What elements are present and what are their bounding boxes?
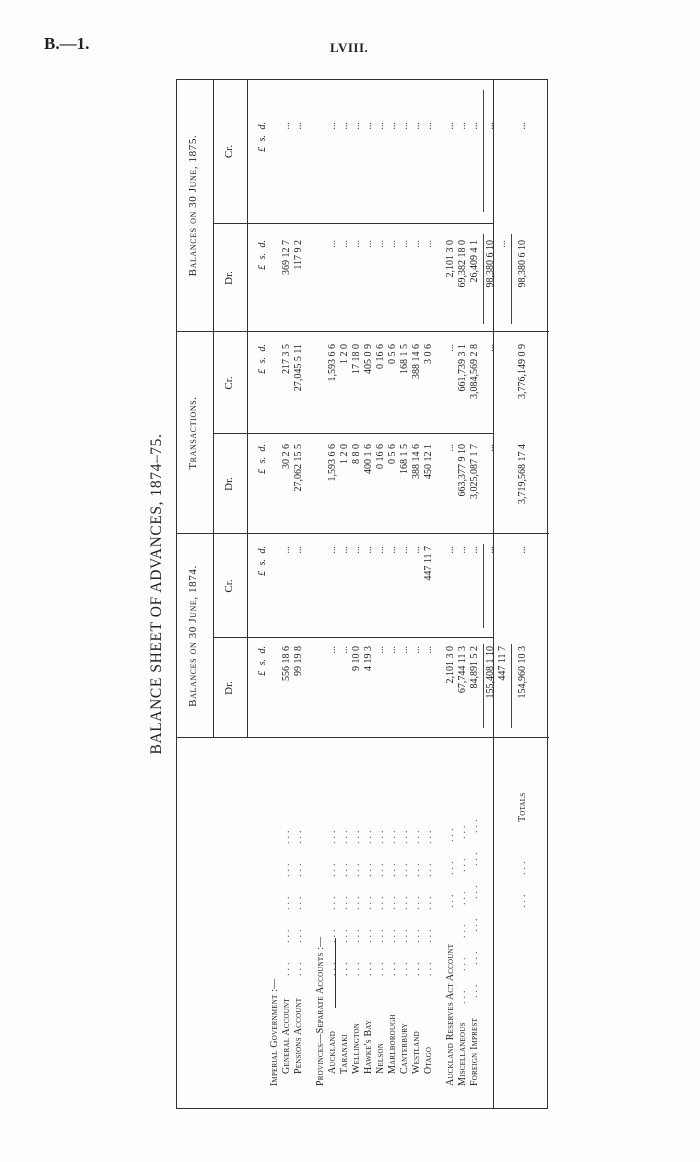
- total-cr-1874: ...: [517, 546, 528, 554]
- cell-cr-1874: ...: [375, 546, 386, 554]
- cell-dr-trans: 400 1 6: [363, 444, 374, 474]
- page-reference: B.—1.: [44, 34, 90, 53]
- cell-cr-trans: 3,084,569 2 8: [469, 344, 480, 399]
- leader-dots: ... ... ... ... ... ...: [469, 816, 480, 998]
- cell-dr-1875: ...: [423, 240, 434, 248]
- cell-dr-trans: 8 8 0: [351, 444, 362, 464]
- cell-cr-trans: 3 0 6: [423, 344, 434, 364]
- sum-rule: [483, 544, 484, 628]
- cell-cr-1874: ...: [469, 546, 480, 554]
- group-header-1874: Balances on 30 June, 1874.: [187, 565, 199, 707]
- table-row: [469, 78, 481, 1108]
- subtotal-row: [497, 78, 509, 1108]
- section-heading: Imperial Government :—: [269, 978, 280, 1086]
- province-label: Taranaki: [339, 1034, 350, 1074]
- cell-cr-trans: 405 0 9: [363, 344, 374, 374]
- total-cr-1875: ...: [517, 122, 528, 130]
- cell-dr-1875: ...: [363, 240, 374, 248]
- cell-dr-trans: 663,377 9 10: [457, 444, 468, 497]
- cell-dr-1875: 117 9 2: [293, 240, 304, 270]
- cell-dr-1874: ...: [411, 646, 422, 654]
- total-dr-1874: 154,960 10 3: [517, 646, 528, 699]
- subtotal-cr-trans: ...: [485, 344, 496, 352]
- leader-dots: ... ... ... ... ...: [411, 827, 422, 976]
- subtotal-cr-1875: ...: [485, 122, 496, 130]
- section-heading: Provinces—Separate Accounts :—: [315, 936, 326, 1086]
- cell-cr-trans: 1,593 6 6: [327, 344, 338, 382]
- leader-dots: ... ...: [517, 858, 528, 908]
- table-row: [411, 78, 423, 1108]
- table-row: [399, 78, 411, 1108]
- cell-dr-1875: 69,382 18 0: [457, 240, 468, 288]
- col-header-cr-trans: Cr.: [223, 376, 235, 390]
- cell-dr-1875: 2,101 3 0: [445, 240, 456, 278]
- table-row: [457, 78, 469, 1108]
- advances-table: [176, 79, 548, 1109]
- row-label: General Account: [281, 998, 292, 1074]
- cell-dr-trans: 0 16 6: [375, 444, 386, 469]
- table-row: [293, 78, 305, 1108]
- cell-dr-1875: ...: [327, 240, 338, 248]
- table-row: [269, 78, 281, 1108]
- table-row: [281, 78, 293, 1108]
- cell-dr-trans: 30 2 6: [281, 444, 292, 469]
- cell-cr-1875: ...: [339, 122, 350, 130]
- less-dr-1875: ...: [497, 240, 508, 248]
- cell-cr-trans: 661,739 3 1: [457, 344, 468, 392]
- document-title: BALANCE SHEET OF ADVANCES, 1874–75.: [148, 433, 165, 755]
- table-row: [315, 78, 327, 1108]
- cell-dr-1874: 556 18 6: [281, 646, 292, 681]
- cell-dr-trans: ...: [445, 444, 456, 452]
- province-label: Otago: [423, 1046, 434, 1074]
- table-row: [445, 78, 457, 1108]
- province-label: Auckland: [327, 1030, 338, 1074]
- cell-cr-1875: ...: [327, 122, 338, 130]
- cell-cr-trans: ...: [445, 344, 456, 352]
- sum-rule: [483, 644, 484, 728]
- table-row: [363, 78, 375, 1108]
- header-rule: [213, 79, 214, 738]
- sum-rule: [483, 90, 484, 212]
- cell-dr-trans: 168 1 5: [399, 444, 410, 474]
- cell-dr-1875: ...: [411, 240, 422, 248]
- group-header-1875: Balances on 30 June, 1875.: [187, 134, 199, 277]
- cell-dr-trans: 0 5 6: [387, 444, 398, 464]
- cell-cr-1875: ...: [423, 122, 434, 130]
- total-dr-1875: 98,380 6 10: [517, 240, 528, 288]
- leader-dots: ... ... ... ... ...: [423, 827, 434, 976]
- leader-dots: ... ... ... ... ...: [293, 827, 304, 976]
- cell-dr-trans: 3,025,087 1 7: [469, 444, 480, 499]
- row-label: Pensions Account: [293, 997, 304, 1074]
- cell-cr-1874: ...: [387, 546, 398, 554]
- cell-dr-1875: ...: [387, 240, 398, 248]
- subtotal-dr-trans: ...: [485, 444, 496, 452]
- leader-dots: ... ... ... ... ...: [399, 827, 410, 976]
- subtotal-row: [485, 78, 497, 1108]
- sum-rule: [511, 234, 512, 324]
- cell-cr-trans: 388 14 6: [411, 344, 422, 379]
- leader-dots: ... ... ...: [445, 825, 456, 908]
- cell-cr-1874: ...: [457, 546, 468, 554]
- cell-cr-1875: ...: [457, 122, 468, 130]
- col-header-dr-1874: Dr.: [223, 681, 235, 695]
- cell-dr-1874: ...: [339, 646, 350, 654]
- cell-cr-1874: ...: [327, 546, 338, 554]
- cell-cr-1874: ...: [351, 546, 362, 554]
- sum-rule: [483, 234, 484, 324]
- leader-dots: ... ... ... ... ...: [387, 827, 398, 976]
- cell-cr-trans: 1 2 0: [339, 344, 350, 364]
- leader-dots: ... ... ... ... ...: [363, 827, 374, 976]
- cell-cr-1874: ...: [339, 546, 350, 554]
- cell-dr-1874: ...: [387, 646, 398, 654]
- table-row: [327, 78, 339, 1108]
- cell-dr-trans: 450 12 1: [423, 444, 434, 479]
- cell-dr-1874: 4 19 3: [363, 646, 374, 671]
- cell-cr-1875: ...: [375, 122, 386, 130]
- province-label: Wellington: [351, 1023, 362, 1074]
- total-dr-trans: 3,719,568 17 4: [517, 444, 528, 504]
- col-header-cr-1874: Cr.: [223, 579, 235, 593]
- table-row: [351, 78, 363, 1108]
- unit-label: £ s. d.: [257, 646, 268, 676]
- cell-cr-1874: ...: [411, 546, 422, 554]
- cell-dr-1874: ...: [423, 646, 434, 654]
- group-header-transactions: Transactions.: [187, 396, 199, 470]
- cell-dr-1874: 99 19 8: [293, 646, 304, 676]
- sum-rule: [511, 644, 512, 728]
- cell-cr-1875: ...: [363, 122, 374, 130]
- balance-sheet: [148, 79, 548, 1109]
- cell-cr-1874: ...: [293, 546, 304, 554]
- cell-dr-trans: 27,062 15 5: [293, 444, 304, 492]
- leader-dots: ... ... ... ... ...: [327, 827, 338, 976]
- totals-label: Totals: [517, 792, 528, 822]
- cell-cr-1875: ...: [293, 122, 304, 130]
- table-row: [387, 78, 399, 1108]
- cell-cr-1875: ...: [351, 122, 362, 130]
- cell-cr-1874: 447 11 7: [423, 546, 434, 581]
- row-label: Miscellaneous: [457, 1022, 468, 1086]
- cell-dr-1874: 84,891 5 2: [469, 646, 480, 689]
- cell-dr-trans: 1,593 6 6: [327, 444, 338, 482]
- cell-dr-1874: 2,101 3 0: [445, 646, 456, 684]
- province-label: Nelson: [375, 1043, 386, 1074]
- unit-label: £ s. d.: [257, 344, 268, 374]
- row-label: Foreign Imprest: [469, 1017, 480, 1086]
- province-label: Canterbury: [399, 1022, 410, 1074]
- cell-cr-trans: 27,045 5 11: [293, 344, 304, 392]
- cell-cr-1875: ...: [387, 122, 398, 130]
- cell-dr-1875: 26,409 4 1: [469, 240, 480, 283]
- unit-label: £ s. d.: [257, 444, 268, 474]
- cell-cr-1875: ...: [469, 122, 480, 130]
- unit-label: £ s. d.: [257, 122, 268, 152]
- cell-dr-trans: 1 2 0: [339, 444, 350, 464]
- subtotal-dr-1874: 155,408 1 10: [485, 646, 496, 699]
- cell-dr-1874: ...: [327, 646, 338, 654]
- col-header-dr-trans: Dr.: [223, 477, 235, 491]
- unit-label: £ s. d.: [257, 240, 268, 270]
- cell-cr-1874: ...: [281, 546, 292, 554]
- province-label: Hawke's Bay: [363, 1019, 374, 1074]
- province-label: Marlborough: [387, 1014, 398, 1074]
- cell-cr-1875: ...: [281, 122, 292, 130]
- subtotal-cr-1874: ...: [485, 546, 496, 554]
- col-header-cr-1875: Cr.: [223, 144, 235, 159]
- page-number: LVIII.: [330, 40, 369, 55]
- col-header-dr-1875: Dr.: [223, 271, 235, 285]
- cell-dr-1875: 369 12 7: [281, 240, 292, 275]
- totals-row: [517, 78, 529, 1108]
- cell-cr-1874: ...: [445, 546, 456, 554]
- row-label: Auckland Reserves Act Account: [445, 943, 456, 1086]
- cell-dr-1875: ...: [339, 240, 350, 248]
- cell-cr-trans: 0 16 6: [375, 344, 386, 369]
- cell-cr-1875: ...: [399, 122, 410, 130]
- cell-cr-trans: 168 1 5: [399, 344, 410, 374]
- unit-label: £ s. d.: [257, 546, 268, 576]
- cell-cr-1875: ...: [445, 122, 456, 130]
- header-rule: [247, 79, 248, 738]
- cell-dr-1874: 67,744 11 3: [457, 646, 468, 694]
- province-label: Westland: [411, 1031, 422, 1074]
- leader-dots: ... ... ... ... ... ...: [457, 822, 468, 1004]
- cell-cr-trans: 217 3 5: [281, 344, 292, 374]
- less-cr-1874: 447 11 7: [497, 646, 508, 681]
- cell-cr-trans: 0 5 6: [387, 344, 398, 364]
- total-cr-trans: 3,776,149 0 9: [517, 344, 528, 399]
- leader-dots: ... ... ... ... ...: [351, 827, 362, 976]
- table-row: [375, 78, 387, 1108]
- leader-dots: ... ... ... ... ...: [339, 827, 350, 976]
- cell-cr-trans: 17 18 0: [351, 344, 362, 374]
- cell-dr-1875: ...: [351, 240, 362, 248]
- table-row: [423, 78, 435, 1108]
- cell-dr-1874: 9 10 0: [351, 646, 362, 671]
- cell-cr-1874: ...: [363, 546, 374, 554]
- cell-dr-1874: ...: [375, 646, 386, 654]
- cell-dr-1874: ...: [399, 646, 410, 654]
- cell-dr-1875: ...: [399, 240, 410, 248]
- cell-dr-trans: 388 14 6: [411, 444, 422, 479]
- leader-dots: ... ... ... ... ...: [375, 827, 386, 976]
- cell-dr-1875: ...: [375, 240, 386, 248]
- cell-cr-1875: ...: [411, 122, 422, 130]
- table-row: [339, 78, 351, 1108]
- cell-cr-1874: ...: [399, 546, 410, 554]
- leader-dots: ... ... ... ... ...: [281, 827, 292, 976]
- subtotal-dr-1875: 98,380 6 10: [485, 240, 496, 288]
